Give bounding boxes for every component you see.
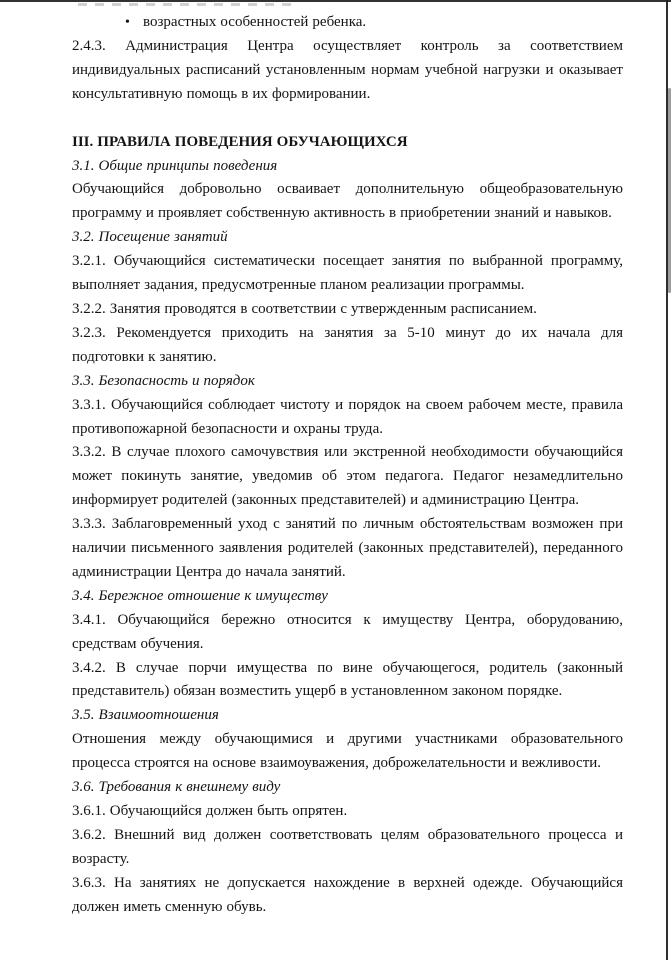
paragraph-3-6-3: 3.6.3. На занятиях не допускается нахождение в верхней одежде. Обучающийся должен иметь сменную обувь. [72, 874, 623, 915]
section-heading-3-3: 3.3. Безопасность и порядок [72, 372, 255, 389]
paragraph-3-6-1: 3.6.1. Обучающийся должен быть опрятен. [72, 803, 348, 819]
section-heading-3-4: 3.4. Бережное отношение к имуществу [72, 587, 328, 604]
paragraph-3-2-1: 3.2.1. Обучающийся систематически посещает занятия по выбранной программу, выполняет задания, предусмотренные планом реализации программы. [72, 253, 623, 294]
bullet-item-text: возрастных особенностей ребенка. [143, 14, 367, 30]
paragraph-3-3-3: 3.3.3. Заблаговременный уход с занятий по личным обстоятельствам возможен при наличии письменного заявления родителей (законных представителей), переданного администрации Центра до начала занятий. [72, 516, 623, 580]
window-top-edge [0, 0, 671, 2]
paragraph-3-2-2: 3.2.2. Занятия проводятся в соответствии с утвержденным расписанием. [72, 300, 537, 317]
paragraph-3-5-body: Отношения между обучающимися и другими участниками образовательного процесса строятся на основе взаимоуважения, доброжелательности и вежливости. [72, 731, 623, 772]
document-page [72, 11, 623, 920]
bullet-icon: • [125, 15, 130, 30]
bullet-item [72, 11, 623, 35]
paragraph-3-3-1: 3.3.1. Обучающийся соблюдает чистоту и порядок на своем рабочем месте, правила противопожарной безопасности и охраны труда. [72, 396, 623, 437]
section-heading-3-1: 3.1. Общие принципы поведения [72, 157, 278, 174]
paragraph-3-4-1: 3.4.1. Обучающийся бережно относится к имуществу Центра, оборудованию, средствам обучения. [72, 611, 623, 652]
paragraph-2-4-3: 2.4.3. Администрация Центра осуществляет контроль за соответствием индивидуальных расписаний установленным нормам учебной нагрузки и оказывает консультативную помощь в их формировании. [72, 37, 623, 102]
section-heading-3-5: 3.5. Взаимоотношения [72, 707, 219, 724]
clipped-text-remnant [78, 3, 298, 6]
paragraph-3-6-2: 3.6.2. Внешний вид должен соответствовать целям образовательного процесса и возрасту. [72, 826, 623, 867]
paragraph-3-4-2: 3.4.2. В случае порчи имущества по вине обучающегося, родитель (законный представитель) обязан возместить ущерб в установленном законом порядке. [72, 659, 623, 700]
paragraph-3-2-3: 3.2.3. Рекомендуется приходить на занятия за 5-10 минут до их начала для подготовки к занятию. [72, 324, 623, 365]
section-heading-3-6: 3.6. Требования к внешнему виду [72, 779, 281, 796]
section-heading-3-2: 3.2. Посещение занятий [72, 229, 228, 246]
paragraph-3-1-body: Обучающийся добровольно осваивает дополнительную общеобразовательную программу и проявляет собственную активность в приобретении знаний и навыков. [72, 181, 623, 222]
paragraph-3-3-2: 3.3.2. В случае плохого самочувствия или экстренной необходимости обучающийся может покинуть занятие, уведомив об этом педагога. Педагог незамедлительно информирует родителей (законных представителей) и администрацию Центра. [72, 444, 623, 509]
chapter-heading: III. ПРАВИЛА ПОВЕДЕНИЯ ОБУЧАЮЩИХСЯ [72, 133, 408, 150]
